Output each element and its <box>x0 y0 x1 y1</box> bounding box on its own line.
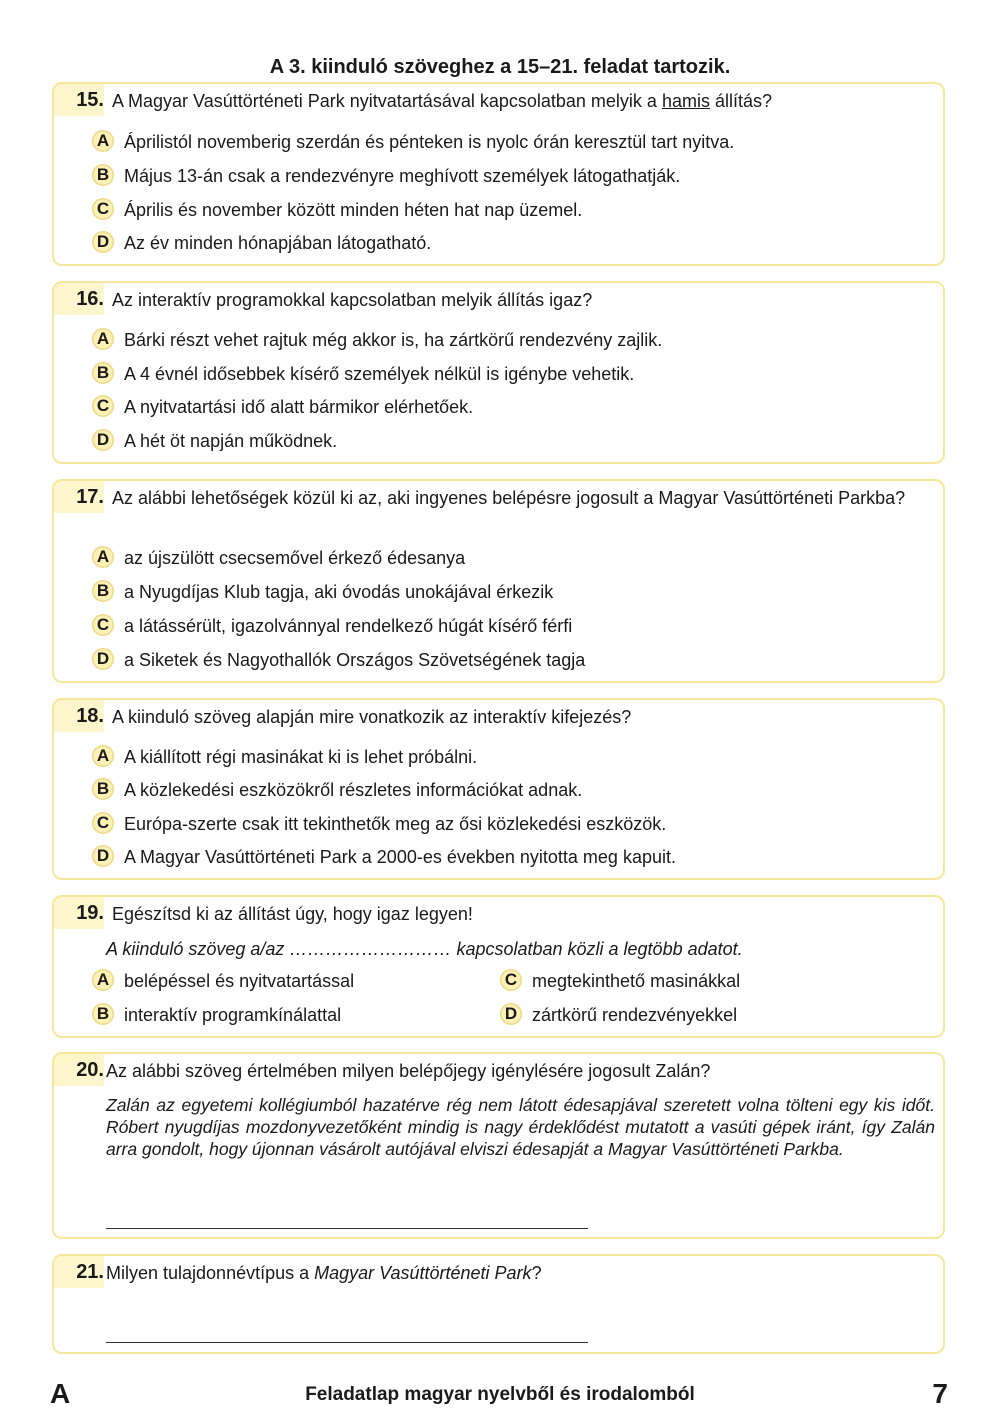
option-letter: A <box>92 328 114 350</box>
option-text: zártkörű rendezvényekkel <box>532 1005 738 1025</box>
italic-name: Magyar Vasúttörténeti Park <box>314 1263 532 1283</box>
option-text: interaktív programkínálattal <box>124 1005 342 1025</box>
option-c[interactable] <box>500 968 740 994</box>
option-text: Április és november között minden héten hat nap üzemel. <box>124 200 583 220</box>
option-letter: C <box>92 812 114 834</box>
option-letter: B <box>92 1003 114 1025</box>
option-letter: D <box>92 231 114 253</box>
option-letter: D <box>500 1003 522 1025</box>
underlined-word: hamis <box>661 91 710 111</box>
option-b[interactable] <box>92 163 680 189</box>
question-text: Az alábbi szöveg értelmében milyen belépőjegy igénylésére jogosult Zalán? <box>106 1061 711 1081</box>
option-b[interactable] <box>92 777 582 803</box>
option-text: A Magyar Vasúttörténeti Park a 2000-es években nyitotta meg kapuit. <box>124 847 676 867</box>
footer-version: A <box>50 1378 71 1409</box>
question-number: 19. <box>54 897 104 929</box>
option-d[interactable] <box>92 230 431 256</box>
option-letter: B <box>92 362 114 384</box>
option-text: Európa-szerte csak itt tekinthetők meg az ősi közlekedési eszközök. <box>124 814 667 834</box>
option-text: Az év minden hónapjában látogatható. <box>124 233 432 253</box>
question-18 <box>52 698 945 880</box>
option-d[interactable] <box>500 1002 737 1028</box>
page-heading: A 3. kiinduló szöveghez a 15–21. feladat tartozik. <box>269 56 731 78</box>
option-text: Áprilistól novemberig szerdán és pénteken is nyolc órán keresztül tart nyitva. <box>124 132 735 152</box>
option-letter: B <box>92 164 114 186</box>
option-letter: B <box>92 778 114 800</box>
option-b[interactable] <box>92 579 553 605</box>
question-number: 16. <box>54 283 104 315</box>
page-number: 7 <box>932 1378 948 1409</box>
option-letter: D <box>92 429 114 451</box>
option-d[interactable] <box>92 647 585 673</box>
option-letter: A <box>92 969 114 991</box>
option-letter: B <box>92 580 114 602</box>
option-text: A nyitvatartási idő alatt bármikor elérhetőek. <box>124 397 474 417</box>
question-number: 17. <box>54 481 104 513</box>
question-text: Az alábbi lehetőségek közül ki az, aki ingyenes belépésre jogosult a Magyar Vasúttörténeti Parkba? <box>112 488 906 508</box>
question-text: A Magyar Vasúttörténeti Park nyitvatartásával kapcsolatban melyik a hamis állítás? <box>112 91 772 111</box>
option-letter: C <box>92 395 114 417</box>
answer-line[interactable] <box>106 1228 588 1229</box>
option-text: a látássérült, igazolvánnyal rendelkező húgát kísérő férfi <box>124 616 573 636</box>
option-letter: A <box>92 130 114 152</box>
option-b[interactable] <box>92 1002 341 1028</box>
option-letter: D <box>92 648 114 670</box>
option-c[interactable] <box>92 613 572 639</box>
option-text: a Siketek és Nagyothallók Országos Szövetségének tagja <box>124 650 586 670</box>
option-text: megtekinthető masinákkal <box>532 971 741 991</box>
option-text: A kiállított régi masinákat ki is lehet próbálni. <box>124 747 478 767</box>
option-letter: A <box>92 546 114 568</box>
option-d[interactable] <box>92 428 337 454</box>
question-text: Milyen tulajdonnévtípus a Magyar Vasúttörténeti Park? <box>106 1263 542 1283</box>
option-text: a Nyugdíjas Klub tagja, aki óvodás unokájával érkezik <box>124 582 554 602</box>
question-20 <box>52 1052 945 1239</box>
option-text: belépéssel és nyitvatartással <box>124 971 355 991</box>
question-number: 21. <box>54 1256 104 1288</box>
option-a[interactable] <box>92 744 477 770</box>
question-21 <box>52 1254 945 1354</box>
option-d[interactable] <box>92 844 676 870</box>
option-letter: A <box>92 745 114 767</box>
option-c[interactable] <box>92 197 582 223</box>
option-text: Bárki részt vehet rajtuk még akkor is, ha zártkörű rendezvény zajlik. <box>124 330 663 350</box>
option-a[interactable] <box>92 545 465 571</box>
question-text: A kiinduló szöveg alapján mire vonatkozik az interaktív kifejezés? <box>112 707 632 727</box>
option-text: az újszülött csecsemővel érkező édesanya <box>124 548 466 568</box>
question-17 <box>52 479 945 683</box>
option-b[interactable] <box>92 361 634 387</box>
option-a[interactable] <box>92 968 354 994</box>
option-text: A hét öt napján működnek. <box>124 431 338 451</box>
option-c[interactable] <box>92 394 473 420</box>
question-text: Egészítsd ki az állítást úgy, hogy igaz legyen! <box>112 904 473 924</box>
answer-line[interactable] <box>106 1342 588 1343</box>
question-16 <box>52 281 945 464</box>
question-number: 15. <box>54 84 104 116</box>
option-text: A közlekedési eszközökről részletes információkat adnak. <box>124 780 583 800</box>
question-15 <box>52 82 945 266</box>
footer-title: Feladatlap magyar nyelvből és irodalomból <box>305 1384 695 1405</box>
option-letter: C <box>500 969 522 991</box>
statement-to-complete: A kiinduló szöveg a/az ……………………… kapcsolatban közli a legtöbb adatot. <box>106 939 743 959</box>
option-text: A 4 évnél idősebbek kísérő személyek nélkül is igénybe vehetik. <box>124 364 635 384</box>
option-letter: C <box>92 614 114 636</box>
question-19 <box>52 895 945 1038</box>
passage: Zalán az egyetemi kollégiumból hazatérve rég nem látott édesapjával szeretett volna tölteni egy kis időt. Róbert nyugdíjas mozdonyvezetőként mindig is nagy érdeklődést mutatott a vasúti gépek iránt, így Zalán arra gondolt, hogy újonnan vásárolt autójával elviszi édesapját a Magyar Vasúttörténeti Parkba. <box>106 1095 935 1159</box>
question-number: 20. <box>54 1054 104 1086</box>
option-a[interactable] <box>92 327 662 353</box>
option-text: Május 13-án csak a rendezvényre meghívott személyek látogathatják. <box>124 166 681 186</box>
question-text: Az interaktív programokkal kapcsolatban melyik állítás igaz? <box>112 290 593 310</box>
option-a[interactable] <box>92 129 734 155</box>
option-c[interactable] <box>92 811 666 837</box>
question-number: 18. <box>54 700 104 732</box>
option-letter: D <box>92 845 114 867</box>
option-letter: C <box>92 198 114 220</box>
